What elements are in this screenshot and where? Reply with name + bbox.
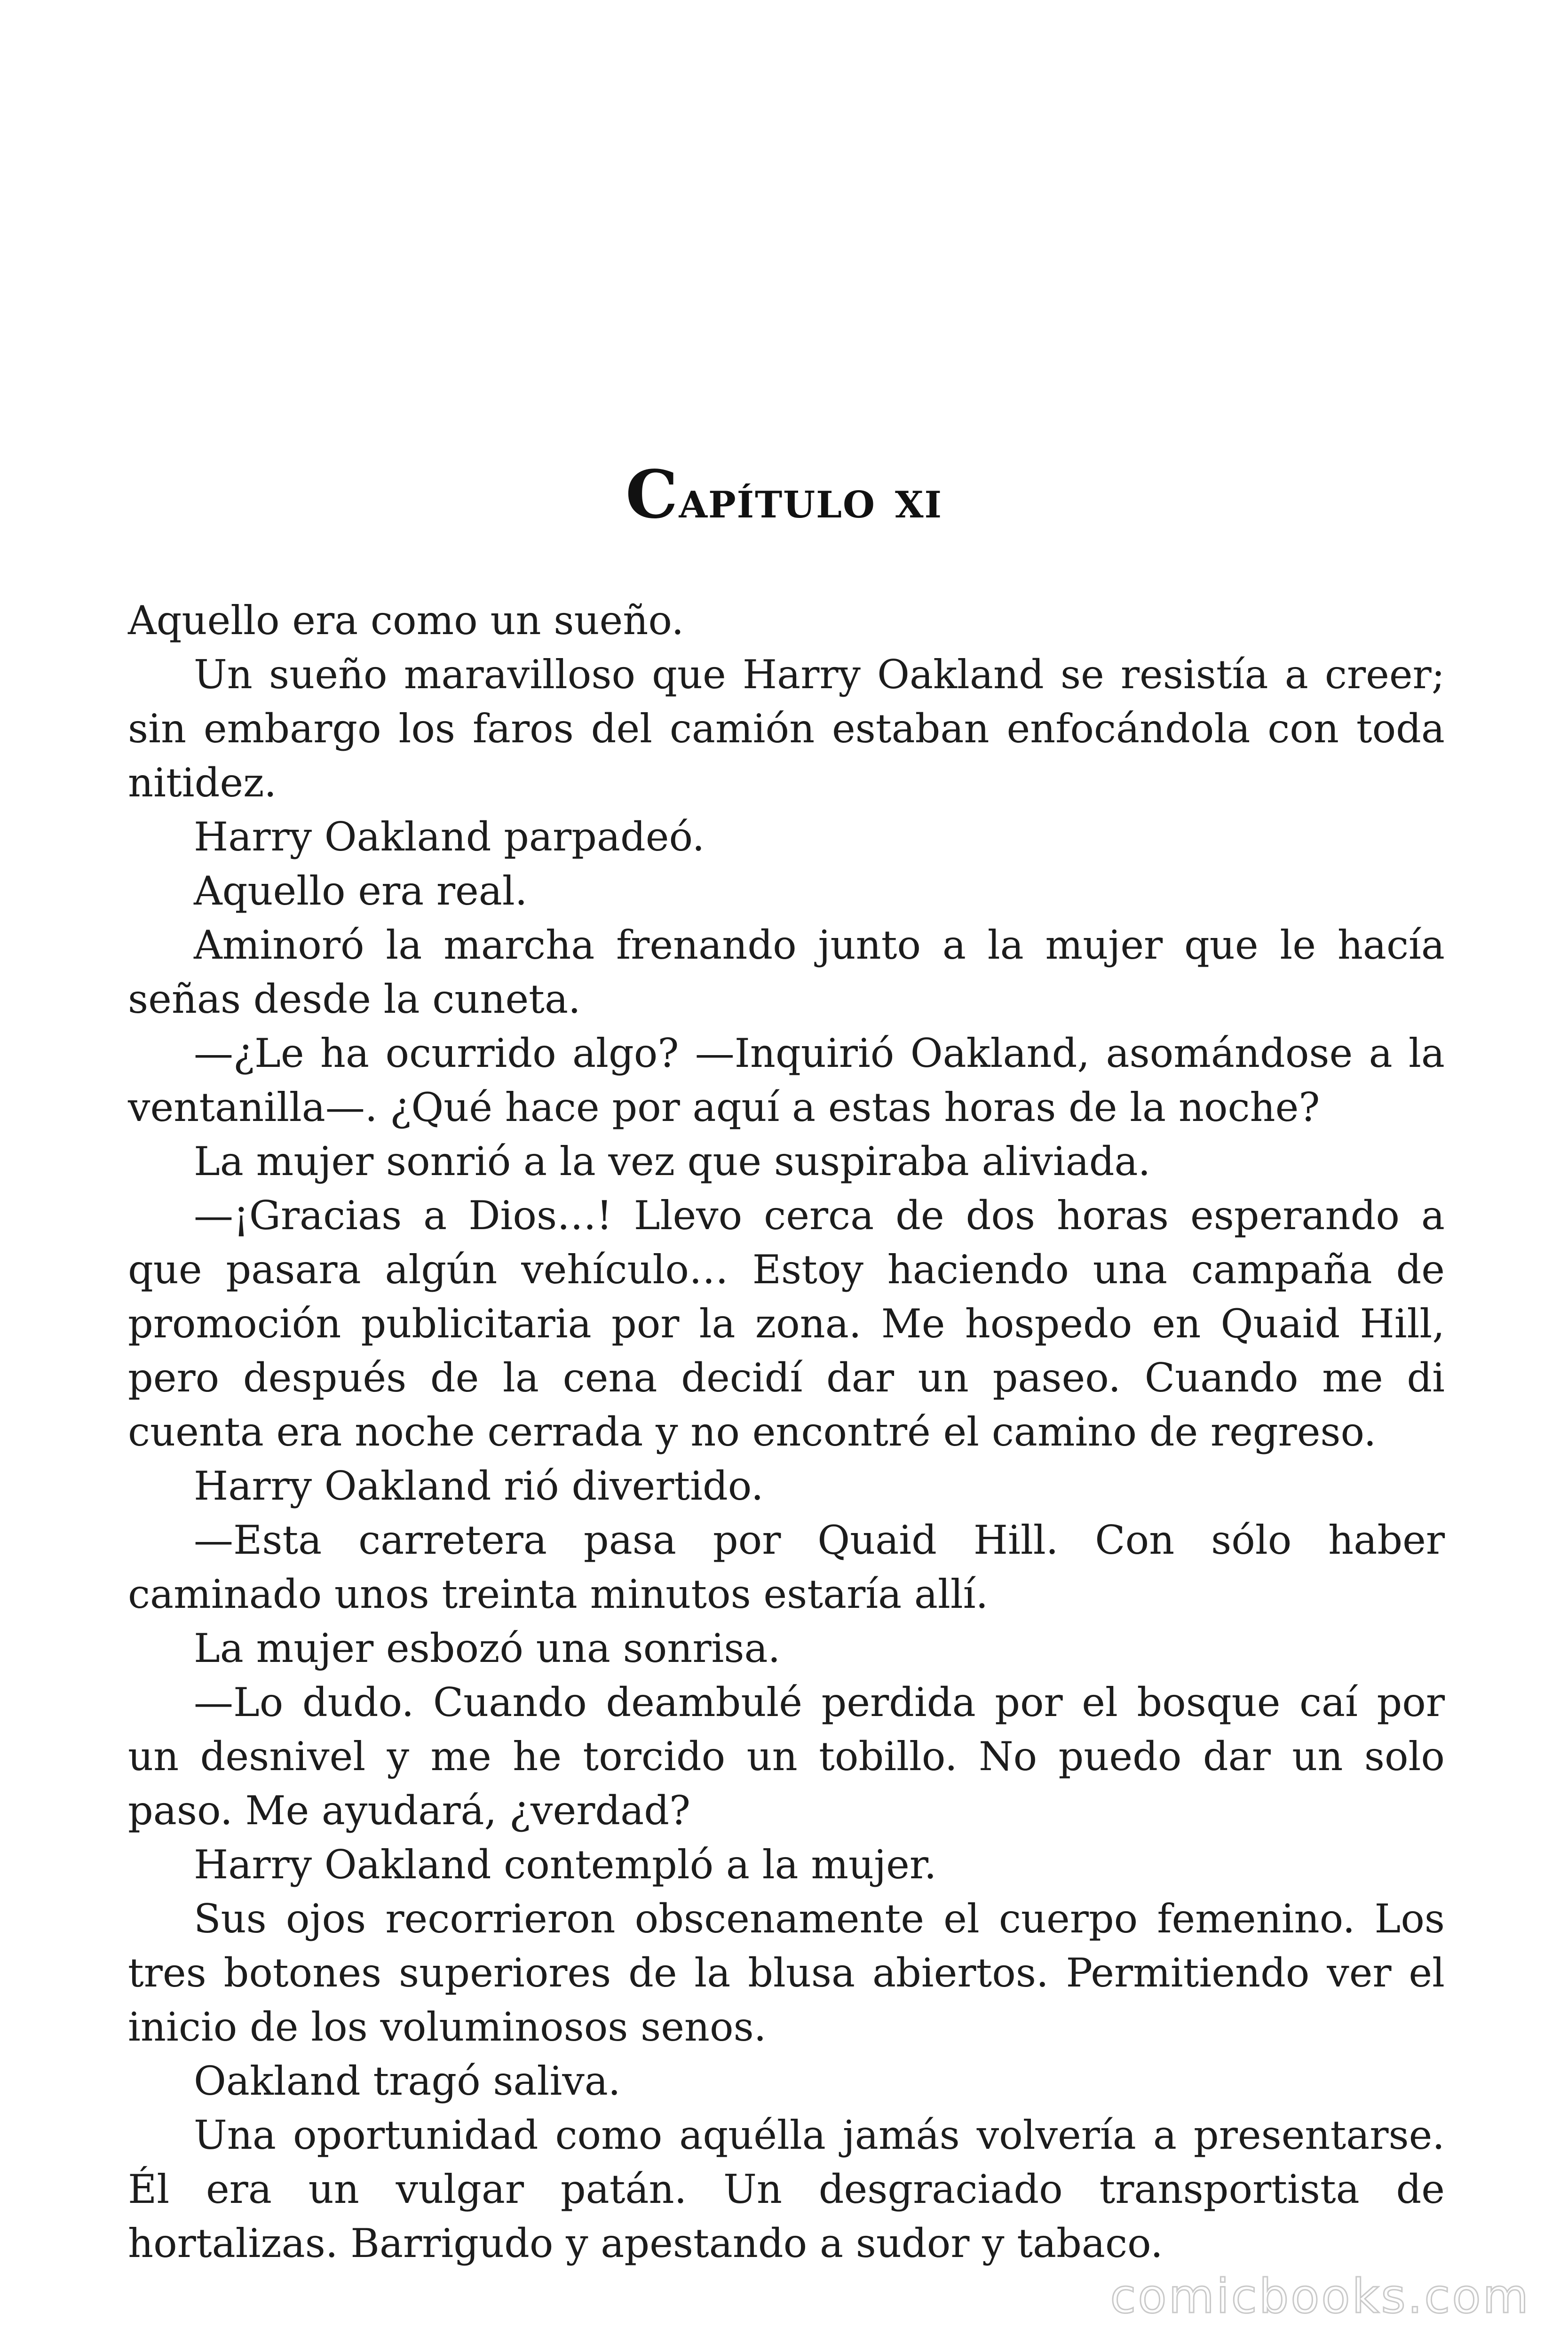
paragraph: Aquello era real. (194, 868, 528, 914)
paragraph: Harry Oakland parpadeó. (194, 814, 705, 860)
paragraph: Aquello era como un sueño. (128, 597, 684, 644)
paragraph: La mujer esbozó una sonrisa. (194, 1625, 781, 1671)
chapter-body (128, 594, 1445, 2271)
paragraph: Sus ojos recorrieron obscenamente el cuerpo femenino. Los tres botones superiores de la blusa abiertos. Permitiendo ver el inicio de los voluminosos senos. (128, 1896, 1445, 2050)
paragraph: —¡Gracias a Dios…! Llevo cerca de dos horas esperando a que pasara algún vehículo… Estoy haciendo una campaña de promoción publicitaria por la zona. Me hospedo en Quaid Hill, pero después de la cena decidí dar un paseo. Cuando me di cuenta era noche cerrada y no encontré el camino de regreso. (128, 1192, 1445, 1455)
watermark: comicbooks.com (1110, 2269, 1530, 2324)
paragraph: Aminoró la marcha frenando junto a la mujer que le hacía señas desde la cuneta. (128, 922, 1445, 1022)
paragraph: Una oportunidad como aquélla jamás volvería a presentarse. Él era un vulgar patán. Un desgraciado transportista de hortalizas. Barrigudo y apestando a sudor y tabaco. (128, 2112, 1445, 2266)
paragraph: Harry Oakland contempló a la mujer. (194, 1842, 937, 1888)
paragraph: La mujer sonrió a la vez que suspiraba aliviada. (194, 1138, 1151, 1184)
paragraph: —Esta carretera pasa por Quaid Hill. Con sólo haber caminado unos treinta minutos estaría allí. (128, 1517, 1445, 1617)
chapter-title (0, 456, 1568, 533)
paragraph: —¿Le ha ocurrido algo? —Inquirió Oakland, asomándose a la ventanilla—. ¿Qué hace por aquí a estas horas de la noche? (128, 1030, 1445, 1130)
chapter-title-initial: C (626, 456, 679, 533)
paragraph: Oakland tragó saliva. (194, 2058, 621, 2104)
paragraph: Un sueño maravilloso que Harry Oakland se resistía a creer; sin embargo los faros del camión estaban enfocándola con toda nitidez. (128, 652, 1445, 806)
chapter-title-rest: apítulo xi (679, 469, 942, 530)
paragraph: —Lo dudo. Cuando deambulé perdida por el bosque caí por un desnivel y me he torcido un tobillo. No puedo dar un solo paso. Me ayudará, ¿verdad? (128, 1679, 1445, 1834)
paragraph: Harry Oakland rió divertido. (194, 1463, 764, 1509)
